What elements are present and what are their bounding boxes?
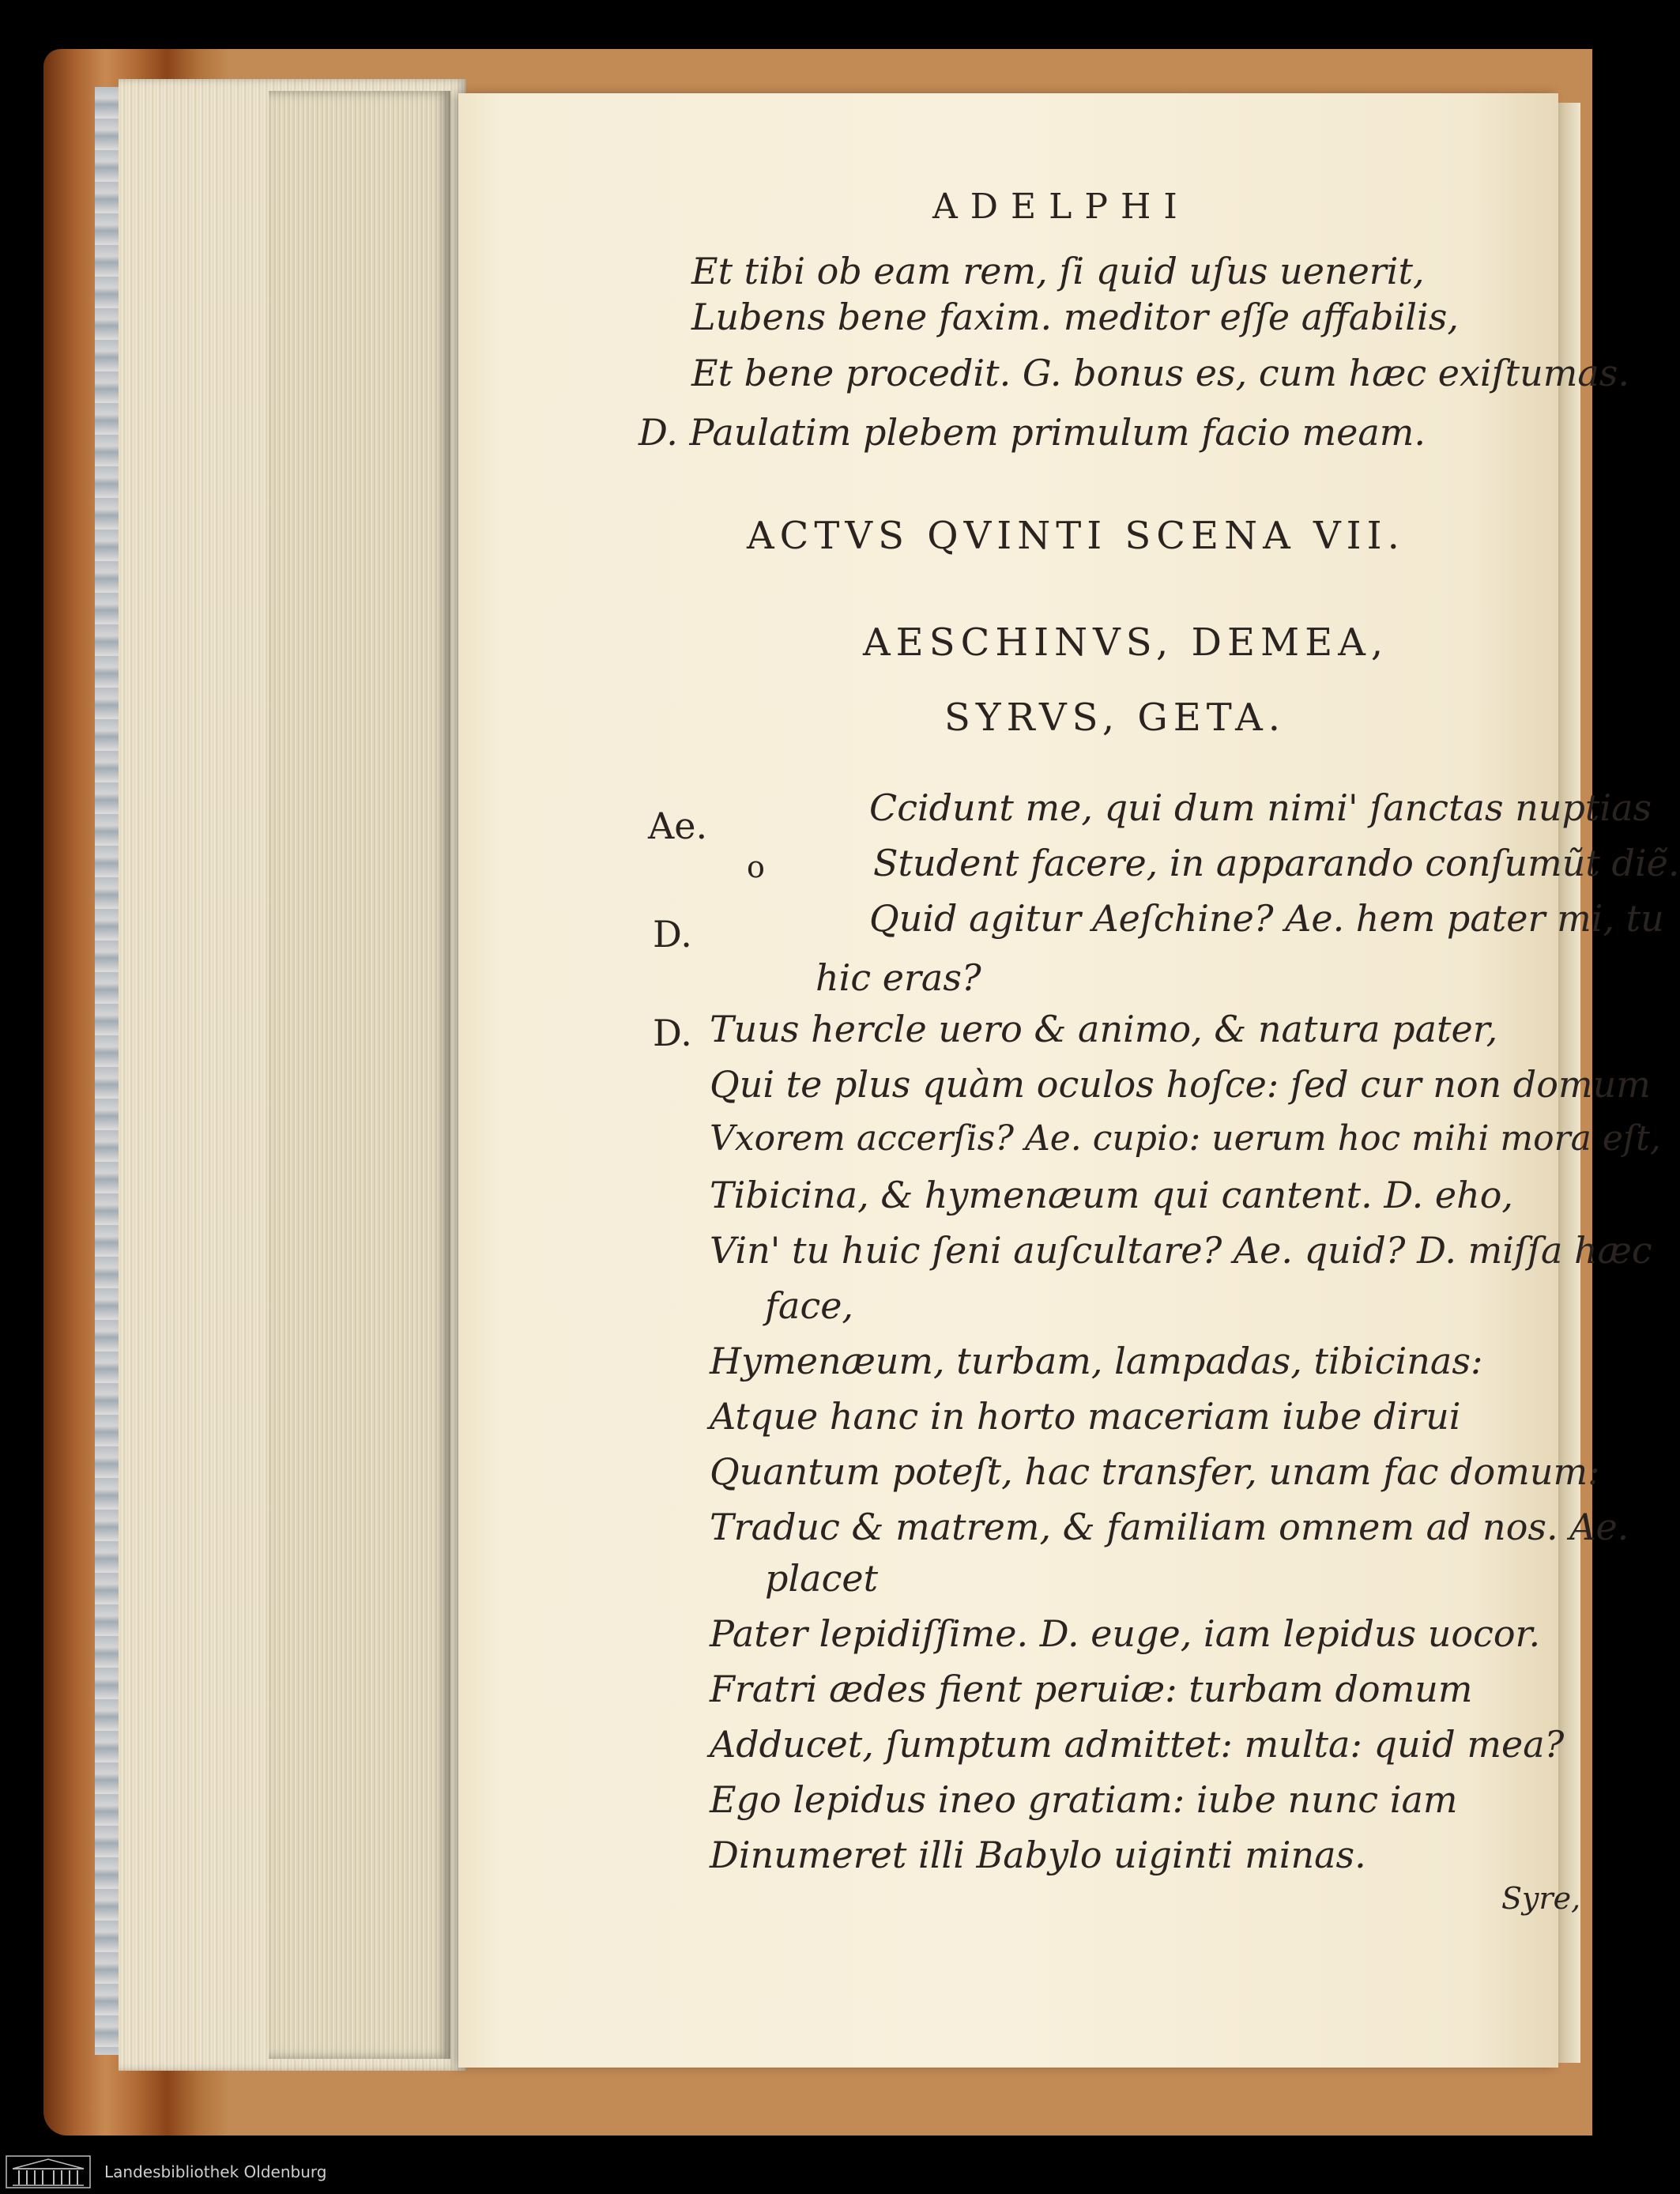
dialogue-line: Student facere, in apparando conſumũt diẽ. [873, 842, 1680, 884]
dialogue-line: Ego lepidus ineo gratiam: iube nunc iam [710, 1778, 1458, 1821]
page-edges-inner [269, 91, 450, 2059]
dialogue-line: Quantum poteſt, hac transfer, unam fac domum: [710, 1450, 1600, 1493]
scene-heading: ACTVS QVINTI SCENA VII. [747, 514, 1405, 558]
dialogue-line: Vin' tu huic ſeni auſcultare? Ae. quid? D. miſſa hæc [710, 1229, 1652, 1272]
character-list: AESCHINVS, DEMEA, [863, 620, 1389, 665]
dialogue-line: Tibicina, & hymenæum qui cantent. D. eho, [710, 1174, 1514, 1216]
dialogue-line: Traduc & matrem, & familiam omnem ad nos. Ae. [710, 1506, 1629, 1548]
speaker-label: Ae. [648, 805, 708, 847]
speaker-label: D. [653, 913, 692, 956]
library-label: Landesbibliothek Oldenburg [104, 2162, 327, 2181]
dialogue-line: hic eras? [816, 956, 981, 999]
text-line: Et bene procedit. G. bonus es, cum hæc exiſtumas. [691, 352, 1630, 394]
dialogue-line: placet [765, 1557, 879, 1600]
running-title: ADELPHI [932, 187, 1190, 227]
dialogue-line: Fratri ædes fient peruiæ: turbam domum [710, 1668, 1473, 1710]
text-line: Et tibi ob eam rem, ſi quid uſus uenerit, [691, 250, 1425, 292]
dialogue-line: Ccidunt me, qui dum nimi' ſanctas nuptias [869, 786, 1652, 829]
dialogue-line: Vxorem accerſis? Ae. cupio: uerum hoc mihi mora eſt, [710, 1118, 1661, 1159]
catchword: Syre, [1501, 1881, 1581, 1916]
dialogue-line: Tuus hercle uero & animo, & natura pater, [710, 1008, 1498, 1050]
library-building-icon [5, 2154, 92, 2189]
dialogue-line: face, [765, 1284, 854, 1327]
dialogue-line: Qui te plus quàm oculos hoſce: ſed cur non domum [710, 1063, 1651, 1106]
dialogue-line: Pater lepidiſſime. D. euge, iam lepidus uocor. [710, 1612, 1541, 1655]
text-line: Lubens bene faxim. meditor eſſe affabilis, [691, 296, 1459, 338]
dialogue-line: Adducet, ſumptum admittet: multa: quid mea? [710, 1723, 1565, 1766]
dialogue-line: Atque hanc in horto maceriam iube dirui [710, 1395, 1461, 1438]
dialogue-line: Hymenæum, turbam, lampadas, tibicinas: [710, 1340, 1483, 1382]
dialogue-line: Dinumeret illi Babylo uiginti minas. [710, 1834, 1366, 1876]
initial-letter: o [747, 850, 765, 884]
text-line: D. Paulatim plebem primulum facio meam. [638, 411, 1426, 454]
dialogue-line: Quid agitur Aeſchine? Ae. hem pater mi, tu [869, 897, 1664, 940]
speaker-label: D. [653, 1012, 692, 1054]
character-list: SYRVS, GETA. [944, 696, 1286, 740]
